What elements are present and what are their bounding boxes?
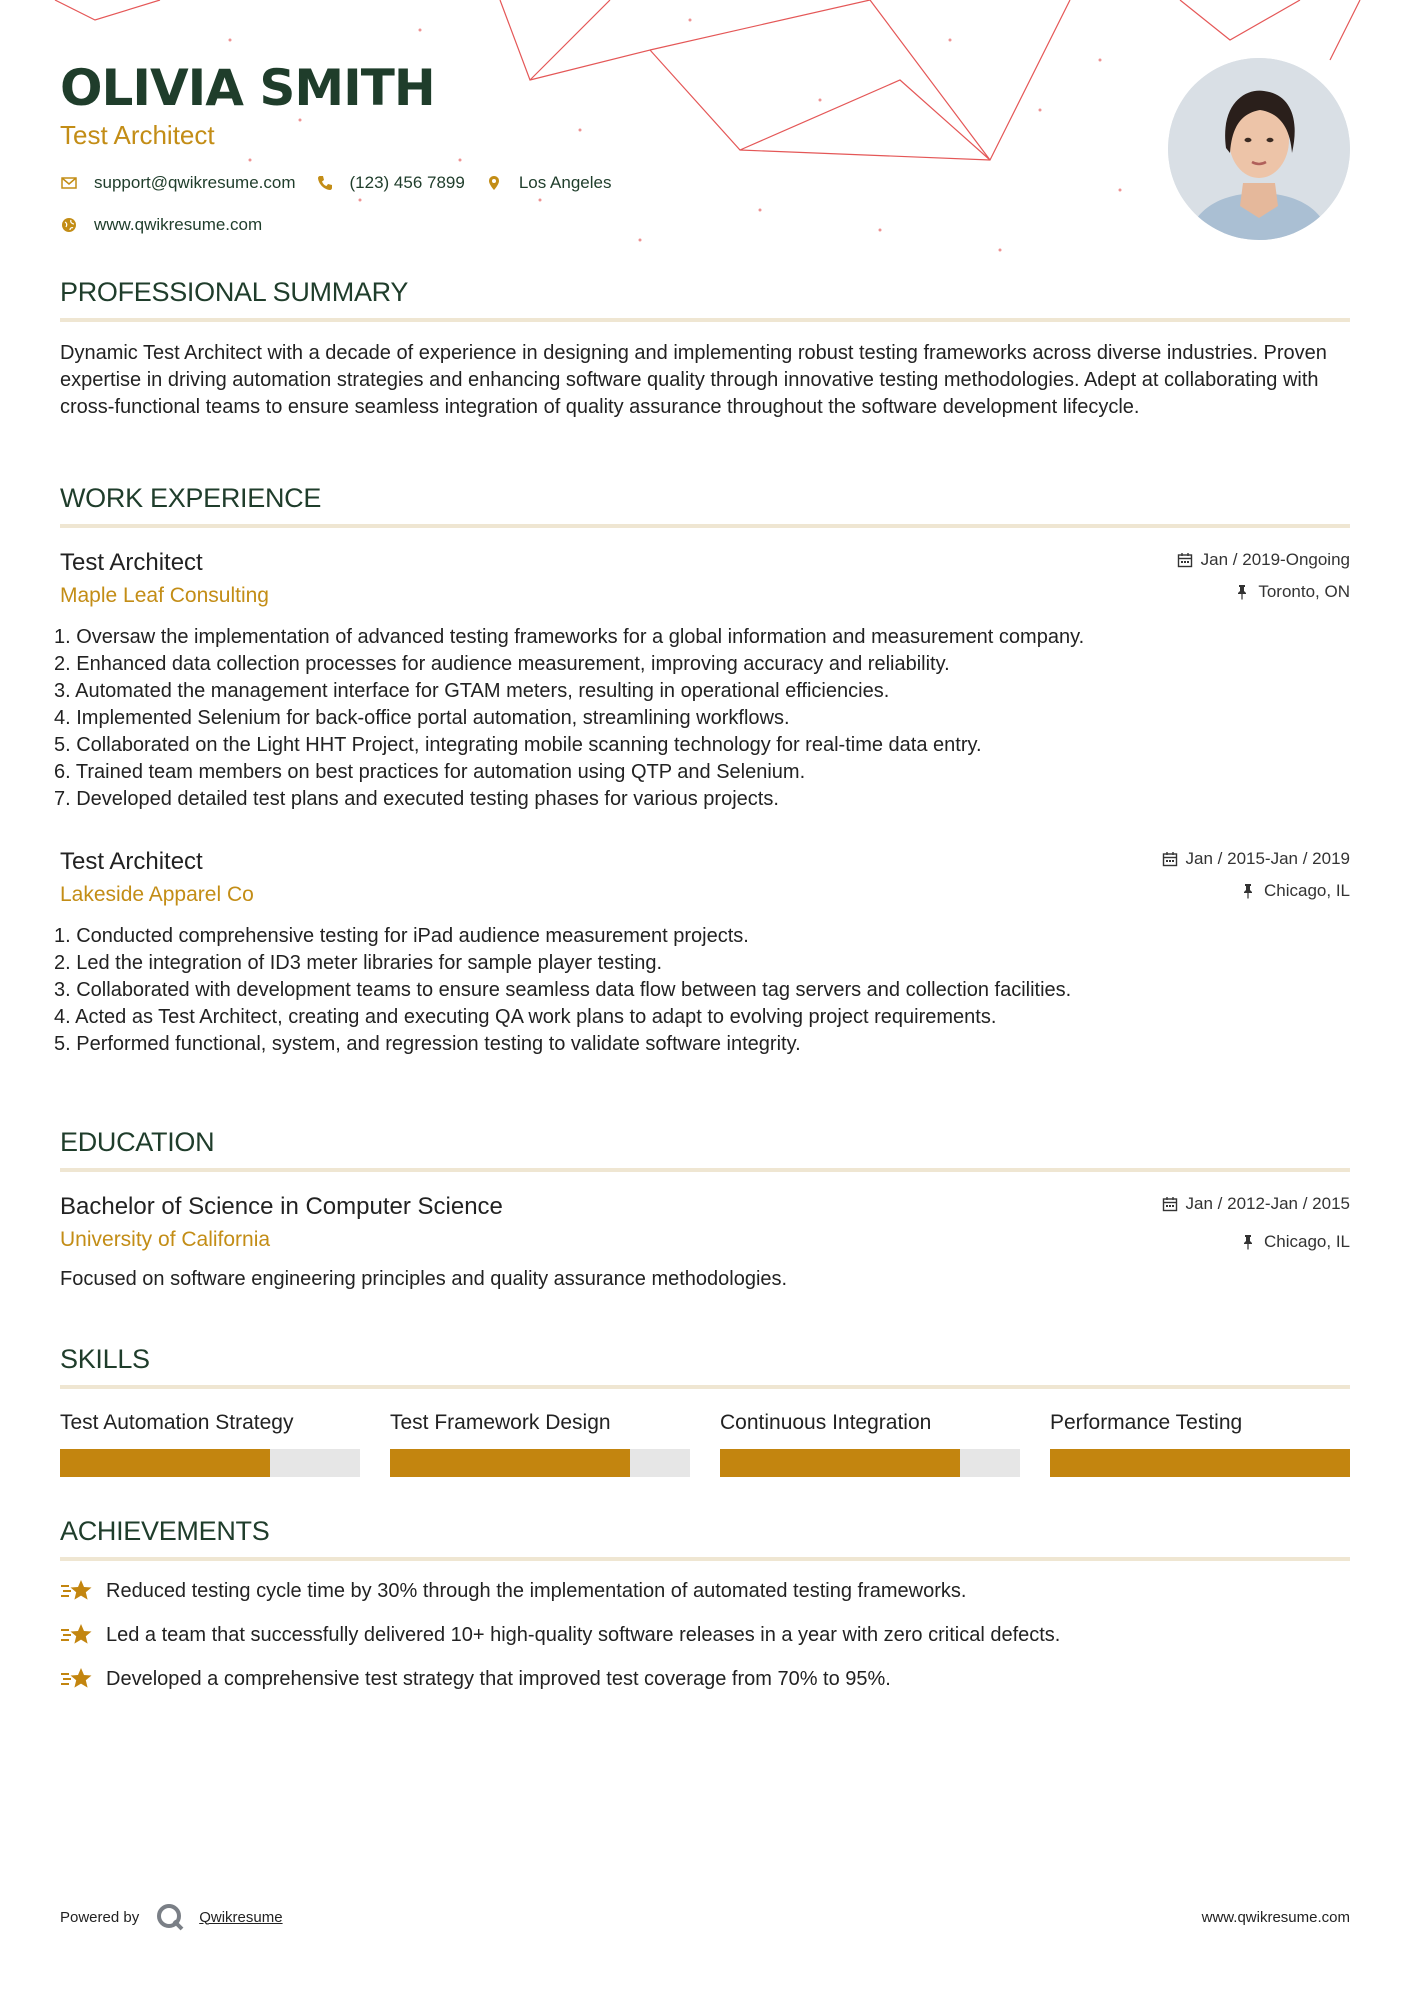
powered-by-label: Powered by bbox=[60, 1908, 140, 1926]
achievements-heading: ACHIEVEMENTS bbox=[60, 1516, 270, 1546]
skill-name: Performance Testing bbox=[1050, 1411, 1243, 1434]
achievement-text: Developed a comprehensive test strategy that improved test coverage from 70% to 95%. bbox=[106, 1667, 891, 1690]
skill-bar-fill bbox=[1050, 1449, 1350, 1477]
job-meta bbox=[1162, 847, 1350, 903]
job-dates bbox=[1162, 847, 1350, 871]
skill-item bbox=[390, 1409, 690, 1477]
job-bullets bbox=[54, 624, 1350, 813]
map-pin-icon bbox=[485, 174, 503, 192]
achievement-item bbox=[60, 1619, 1350, 1651]
achievement-text: Reduced testing cycle time by 30% through the implementation of automated testing frameworks. bbox=[106, 1579, 967, 1602]
section-divider bbox=[60, 1168, 1350, 1172]
education-heading: EDUCATION bbox=[60, 1127, 215, 1157]
degree-title: Bachelor of Science in Computer Science bbox=[60, 1193, 503, 1220]
list-item: 2. Enhanced data collection processes for audience measurement, improving accuracy and reliability. bbox=[54, 653, 950, 675]
calendar-icon bbox=[1162, 851, 1178, 867]
location-item bbox=[485, 173, 612, 193]
calendar-icon bbox=[1162, 1196, 1178, 1212]
achievements-list bbox=[60, 1575, 1350, 1695]
pushpin-icon bbox=[1234, 584, 1250, 600]
summary-heading: PROFESSIONAL SUMMARY bbox=[60, 277, 409, 307]
shooting-star-icon bbox=[60, 1620, 94, 1650]
list-item: 7. Developed detailed test plans and executed testing phases for various projects. bbox=[54, 788, 779, 810]
email-item[interactable] bbox=[60, 173, 296, 193]
list-item: 4. Acted as Test Architect, creating and executing QA work plans to adapt to evolving project requirements. bbox=[54, 1006, 997, 1028]
section-divider bbox=[60, 318, 1350, 322]
education-section bbox=[60, 1126, 1350, 1293]
achievement-item bbox=[60, 1575, 1350, 1607]
job-dates-text: Jan / 2019-Ongoing bbox=[1200, 550, 1350, 569]
list-item: 4. Implemented Selenium for back-office portal automation, streamlining workflows. bbox=[54, 707, 790, 729]
education-meta bbox=[1162, 1192, 1350, 1254]
skill-bar bbox=[720, 1449, 1020, 1477]
shooting-star-icon bbox=[60, 1576, 94, 1606]
achievements-section bbox=[60, 1515, 1350, 1707]
job-title: Test Architect bbox=[60, 848, 203, 875]
skill-name: Continuous Integration bbox=[720, 1411, 932, 1434]
experience-heading: WORK EXPERIENCE bbox=[60, 483, 322, 513]
contact-row bbox=[60, 172, 1160, 194]
skill-item bbox=[720, 1409, 1020, 1477]
job-dates-text: Jan / 2015-Jan / 2019 bbox=[1185, 849, 1350, 868]
job-entry bbox=[54, 548, 1350, 813]
summary-text: Dynamic Test Architect with a decade of experience in designing and implementing robust testing frameworks across diverse industries. Proven expertise in driving automation strategies and enhancing software quality through innovative testing methodologies. Adept at collaborating with cross-functional teams to ensure seamless integration of quality assurance throughout the software development lifecycle. bbox=[60, 342, 1327, 418]
job-company: Maple Leaf Consulting bbox=[60, 584, 269, 607]
education-entry bbox=[60, 1192, 1350, 1293]
experience-section bbox=[54, 482, 1350, 1058]
job-location-text: Chicago, IL bbox=[1264, 881, 1350, 900]
skill-bar bbox=[60, 1449, 360, 1477]
list-item: 5. Collaborated on the Light HHT Project, integrating mobile scanning technology for real-time data entry. bbox=[54, 734, 982, 756]
job-location bbox=[1177, 580, 1350, 604]
website-item[interactable] bbox=[60, 215, 262, 235]
summary-section bbox=[60, 276, 1350, 421]
list-item: 5. Performed functional, system, and regression testing to validate software integrity. bbox=[54, 1033, 801, 1055]
list-item: 2. Led the integration of ID3 meter libraries for sample player testing. bbox=[54, 952, 663, 974]
education-dates bbox=[1162, 1192, 1350, 1216]
skill-bar bbox=[390, 1449, 690, 1477]
candidate-role: Test Architect bbox=[60, 120, 215, 150]
skill-item bbox=[1050, 1409, 1350, 1477]
profile-photo bbox=[1168, 58, 1350, 240]
education-location bbox=[1162, 1230, 1350, 1254]
skill-bar bbox=[1050, 1449, 1350, 1477]
section-divider bbox=[60, 1385, 1350, 1389]
list-item: 1. Conducted comprehensive testing for iPad audience measurement projects. bbox=[54, 925, 749, 947]
globe-icon bbox=[60, 216, 78, 234]
skill-bar-fill bbox=[60, 1449, 270, 1477]
website-text: www.qwikresume.com bbox=[94, 215, 263, 234]
phone-icon bbox=[316, 174, 334, 192]
job-meta bbox=[1177, 548, 1350, 604]
job-title: Test Architect bbox=[60, 549, 203, 576]
skills-heading: SKILLS bbox=[60, 1344, 150, 1374]
skills-section bbox=[60, 1343, 1350, 1477]
website-row bbox=[60, 214, 1160, 236]
skill-name: Test Framework Design bbox=[390, 1411, 611, 1434]
section-divider bbox=[60, 1557, 1350, 1561]
education-dates-text: Jan / 2012-Jan / 2015 bbox=[1185, 1194, 1350, 1213]
calendar-icon bbox=[1177, 552, 1193, 568]
phone-item[interactable] bbox=[316, 173, 465, 193]
skill-name: Test Automation Strategy bbox=[60, 1411, 294, 1434]
achievement-text: Led a team that successfully delivered 10+ high-quality software releases in a year with zero critical defects. bbox=[106, 1623, 1061, 1646]
resume-header bbox=[60, 58, 1160, 236]
phone-text: (123) 456 7899 bbox=[349, 173, 465, 192]
location-text: Los Angeles bbox=[518, 173, 612, 192]
education-location-text: Chicago, IL bbox=[1264, 1232, 1350, 1251]
qwikresume-logo-icon bbox=[155, 1902, 185, 1932]
school-name: University of California bbox=[60, 1228, 271, 1251]
shooting-star-icon bbox=[60, 1664, 94, 1694]
envelope-icon bbox=[60, 174, 78, 192]
powered-by bbox=[60, 1902, 283, 1932]
section-divider bbox=[60, 524, 1350, 528]
job-location-text: Toronto, ON bbox=[1258, 582, 1350, 601]
skill-bar-fill bbox=[390, 1449, 630, 1477]
footer-website[interactable]: www.qwikresume.com bbox=[1201, 1908, 1350, 1926]
education-description: Focused on software engineering principles and quality assurance methodologies. bbox=[60, 1268, 788, 1290]
job-entry bbox=[54, 847, 1350, 1058]
candidate-name: OLIVIA SMITH bbox=[60, 59, 435, 117]
pushpin-icon bbox=[1240, 1234, 1256, 1250]
page-footer bbox=[60, 1902, 1350, 1932]
qwikresume-link[interactable]: Qwikresume bbox=[199, 1908, 283, 1926]
achievement-item bbox=[60, 1663, 1350, 1695]
job-company: Lakeside Apparel Co bbox=[60, 883, 254, 906]
list-item: 1. Oversaw the implementation of advanced testing frameworks for a global information and measurement company. bbox=[54, 626, 1085, 648]
job-bullets bbox=[54, 923, 1350, 1058]
skills-grid bbox=[60, 1409, 1350, 1477]
job-location bbox=[1162, 879, 1350, 903]
list-item: 3. Collaborated with development teams to ensure seamless data flow between tag servers and collection facilities. bbox=[54, 979, 1072, 1001]
skill-item bbox=[60, 1409, 360, 1477]
skill-bar-fill bbox=[720, 1449, 960, 1477]
list-item: 6. Trained team members on best practices for automation using QTP and Selenium. bbox=[54, 761, 806, 783]
job-dates bbox=[1177, 548, 1350, 572]
email-text: support@qwikresume.com bbox=[94, 173, 296, 192]
list-item: 3. Automated the management interface for GTAM meters, resulting in operational efficiencies. bbox=[54, 680, 890, 702]
pushpin-icon bbox=[1240, 883, 1256, 899]
